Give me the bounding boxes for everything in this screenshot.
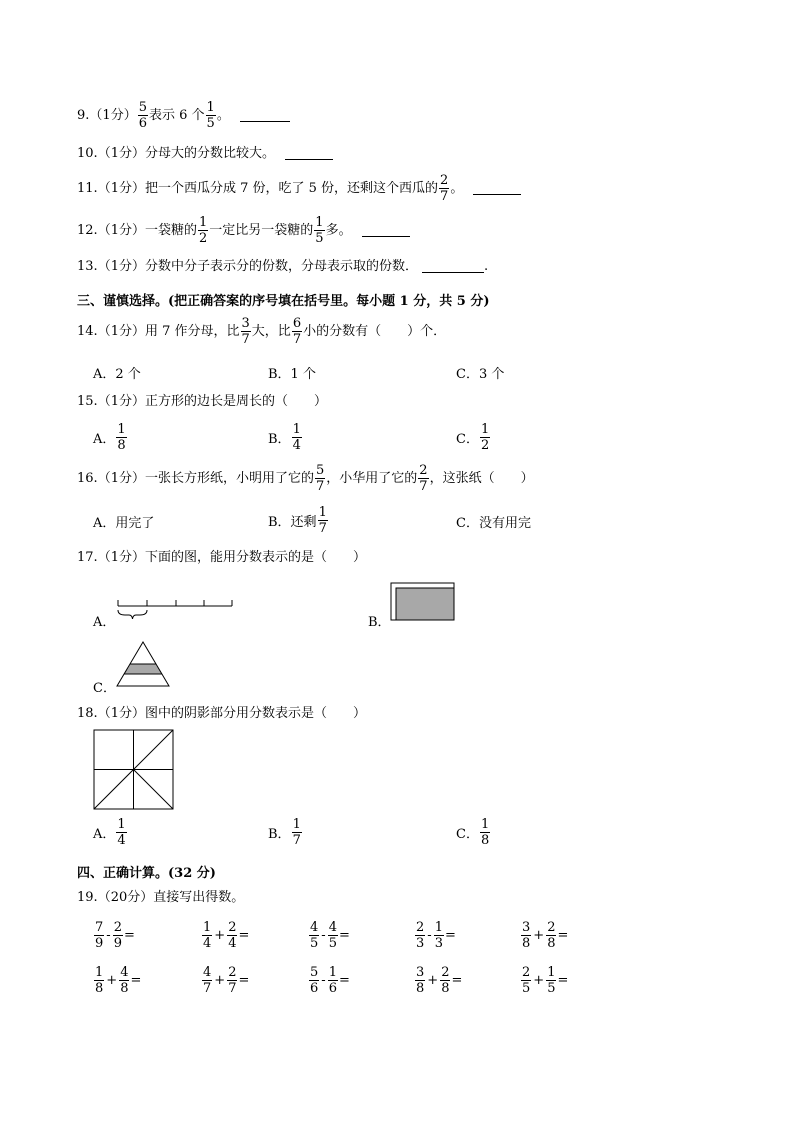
option-b[interactable]: B．还剩 $\frac{1}{7}$ (268, 505, 327, 536)
fraction: $\frac{3}{7}$ (241, 316, 250, 347)
calc-item: $\frac{1}{8}$ + $\frac{4}{8}$ = (95, 965, 142, 996)
shaded-rectangle-figure (390, 582, 456, 622)
option-b[interactable]: B． $\frac{1}{7}$ (268, 817, 301, 848)
fraction: $\frac{5}{7}$ (315, 463, 325, 494)
option-c[interactable]: C． (93, 681, 116, 696)
question-12: 12 . （1分） 一袋糖的 $\frac{1}{2}$ 一定比另一袋糖的 $\frac{1}{5}$ 多。 (77, 216, 410, 245)
question-score: （1分） (89, 108, 137, 123)
answer-blank[interactable] (285, 147, 333, 160)
calc-item: $\frac{5}{6}$ - $\frac{1}{6}$ = (310, 965, 350, 996)
question-14: 14 . （1分） 用 7 作分母，比 $\frac{3}{7}$ 大，比 $\frac{6}{7}$ 小的分数有（ ）个． (77, 316, 447, 347)
question-16: 16 . （1分） 一张长方形纸，小明用了它的 $\frac{5}{7}$ ，小华用了它的 $\frac{2}{7}$ ，这张纸（ ） (77, 463, 534, 494)
answer-blank[interactable] (473, 182, 521, 195)
option-a[interactable]: A．2 个 (93, 367, 141, 382)
question-13: 13 . （1分） 分数中分子表示分的份数，分母表示取的份数． . (77, 259, 489, 274)
divided-square-figure (93, 729, 175, 811)
option-a[interactable]: A． $\frac{1}{4}$ (93, 817, 126, 848)
calc-item: $\frac{4}{5}$ - $\frac{4}{5}$ = (310, 920, 350, 951)
option-b[interactable]: B．1 个 (268, 367, 316, 382)
calc-item: $\frac{3}{8}$ + $\frac{2}{8}$ = (416, 965, 463, 996)
option-a[interactable]: A． $\frac{1}{8}$ (93, 422, 126, 453)
calc-item: $\frac{3}{8}$ + $\frac{2}{8}$ = (522, 920, 569, 951)
option-a[interactable]: A．用完了 (93, 516, 155, 531)
shaded-triangle-figure (116, 640, 172, 688)
answer-blank[interactable] (422, 260, 484, 273)
section-title: 三、谨慎选择。(把正确答案的序号填在括号里。每小题 1 分，共 5 分) (77, 294, 490, 309)
option-c[interactable]: C．没有用完 (456, 516, 531, 531)
section-title: 四、正确计算。(32 分) (77, 866, 216, 881)
calc-item: $\frac{1}{4}$ + $\frac{2}{4}$ = (203, 920, 250, 951)
fraction: $\frac{5}{6}$ (138, 100, 147, 131)
question-9: 9 . （1分） $\frac{5}{6}$ 表示 6 个 $\frac{1}{5}$ 。 (77, 101, 290, 130)
calc-item: $\frac{4}{7}$ + $\frac{2}{7}$ = (203, 965, 250, 996)
question-10: 10 . （1分） 分母大的分数比较大。 (77, 147, 333, 160)
fraction: $\frac{2}{7}$ (419, 463, 428, 494)
option-b[interactable]: B． (368, 615, 391, 630)
answer-blank[interactable] (362, 224, 410, 237)
question-number: 9 (77, 108, 86, 123)
fraction: $\frac{1}{5}$ (315, 215, 324, 246)
option-c[interactable]: C． $\frac{1}{2}$ (456, 422, 490, 453)
question-19: 19 . （20分） 直接写出得数。 (77, 890, 245, 905)
answer-blank[interactable] (240, 109, 290, 122)
option-c[interactable]: C．3 个 (456, 367, 505, 382)
calc-item: $\frac{7}{9}$ - $\frac{2}{9}$ = (95, 920, 135, 951)
fraction: $\frac{6}{7}$ (292, 316, 302, 347)
fraction: $\frac{1}{5}$ (206, 100, 215, 131)
fraction: $\frac{2}{7}$ (440, 173, 449, 204)
question-15: 15 . （1分） 正方形的边长是周长的（ ） (77, 394, 327, 409)
question-17: 17 . （1分） 下面的图，能用分数表示的是（ ） (77, 550, 366, 565)
calc-item: $\frac{2}{5}$ + $\frac{1}{5}$ = (522, 965, 569, 996)
calc-item: $\frac{2}{3}$ - $\frac{1}{3}$ = (416, 920, 456, 951)
option-a[interactable]: A． (93, 615, 116, 630)
question-18: 18 . （1分） 图中的阴影部分用分数表示是（ ） (77, 706, 366, 721)
fraction: $\frac{1}{2}$ (198, 215, 208, 246)
option-c[interactable]: C． $\frac{1}{8}$ (456, 817, 490, 848)
option-b[interactable]: B． $\frac{1}{4}$ (268, 422, 301, 453)
segmented-line-figure (116, 596, 236, 624)
question-11: 11 . （1分） 把一个西瓜分成 7 份，吃了 5 份，还剩这个西瓜的 $\frac{2}{7}$ 。 (77, 174, 521, 203)
